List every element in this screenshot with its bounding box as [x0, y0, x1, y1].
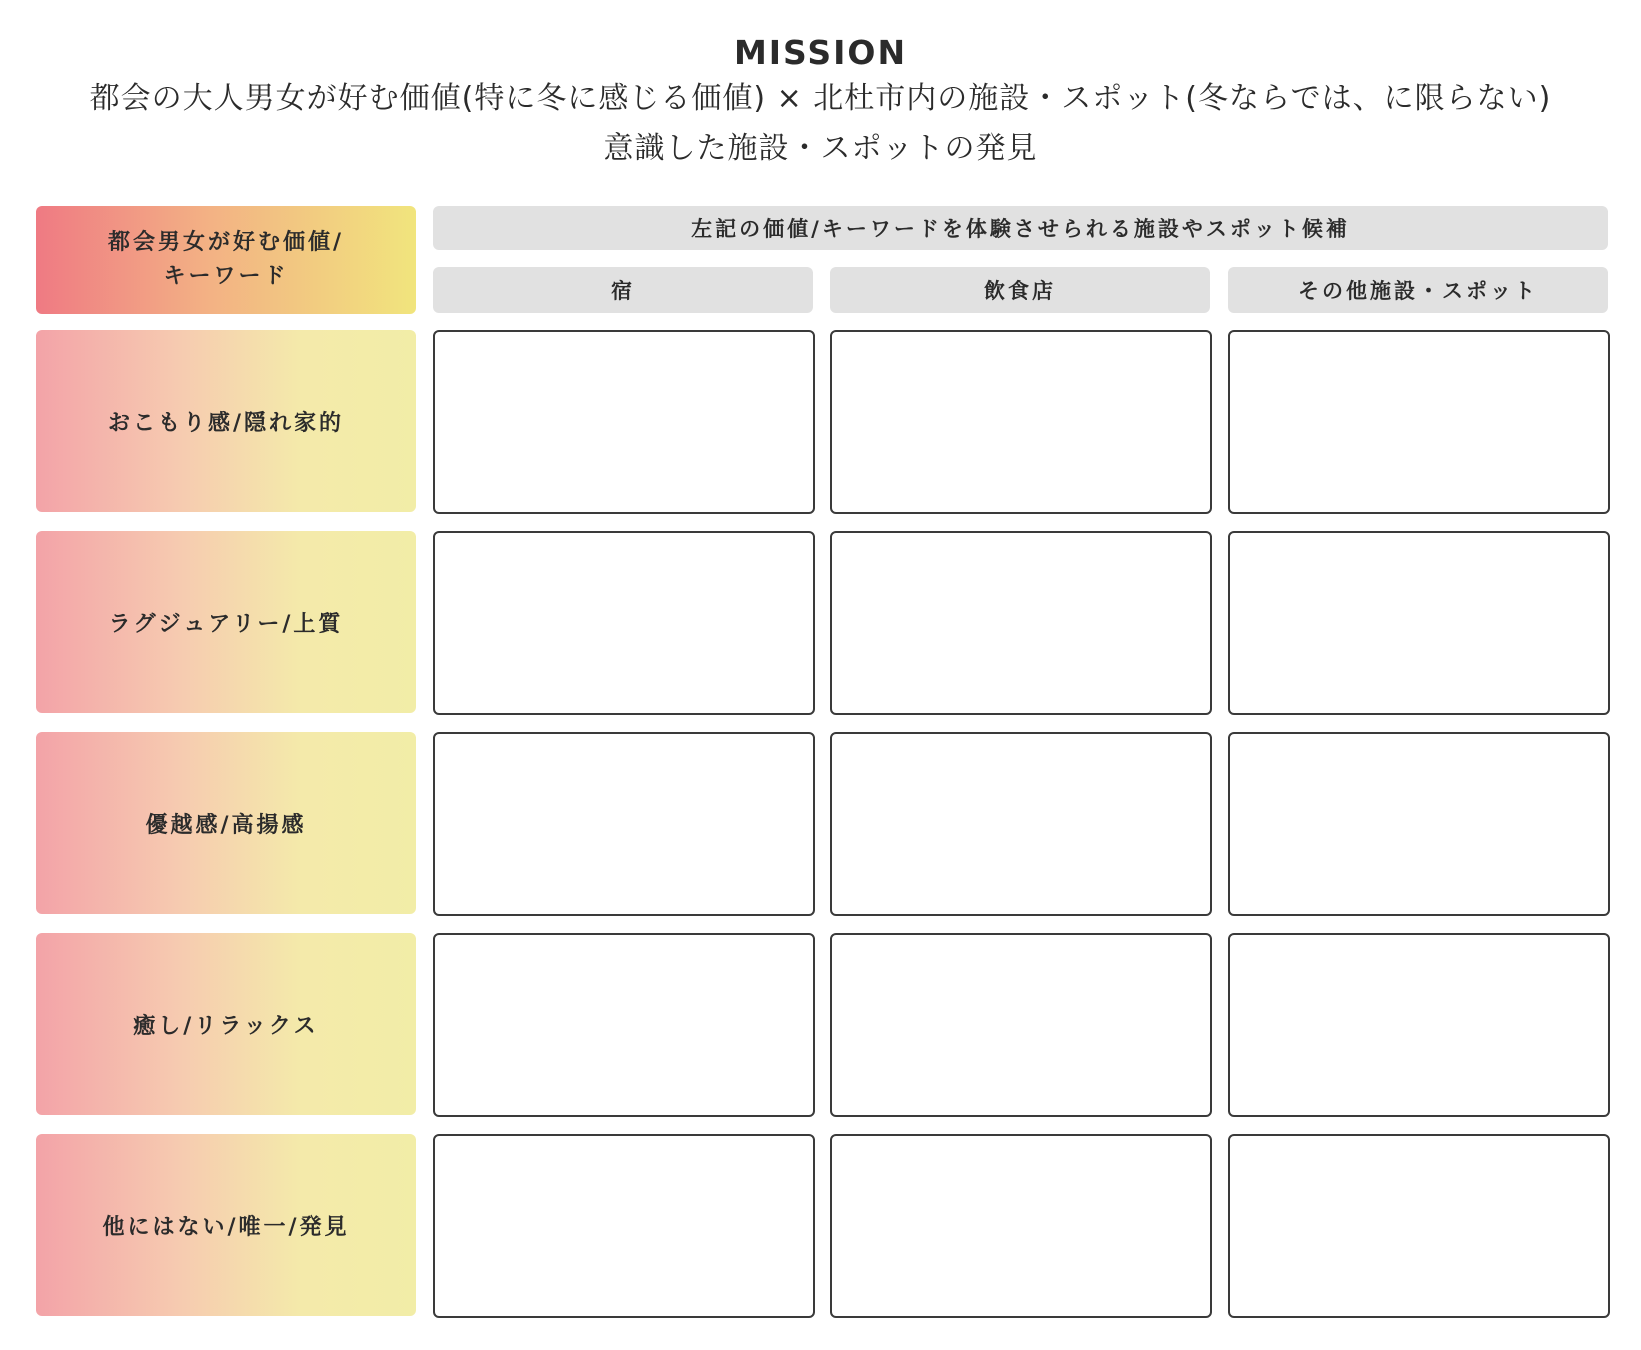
input-cell-hideaway-restaurant[interactable]	[830, 330, 1212, 514]
input-cell-luxury-lodging[interactable]	[433, 531, 815, 715]
page-title: 都会の大人男女が好む価値(特に冬に感じる価値) × 北杜市内の施設・スポット(冬ならでは、に限らない)	[89, 81, 1552, 116]
input-cell-superiority-other[interactable]	[1228, 732, 1610, 916]
row-label-superiority: 優越感/高揚感	[36, 732, 416, 914]
input-cell-superiority-lodging[interactable]	[433, 732, 815, 916]
input-cell-superiority-restaurant[interactable]	[830, 732, 1212, 916]
column-header-lodging: 宿	[433, 267, 813, 313]
input-cell-unique-restaurant[interactable]	[830, 1134, 1212, 1318]
column-header-other-spots: その他施設・スポット	[1228, 267, 1608, 313]
input-cell-relaxation-restaurant[interactable]	[830, 933, 1212, 1117]
input-cell-relaxation-lodging[interactable]	[433, 933, 815, 1117]
input-cell-hideaway-lodging[interactable]	[433, 330, 815, 514]
row-label-unique: 他にはない/唯一/発見	[36, 1134, 416, 1316]
input-cell-relaxation-other[interactable]	[1228, 933, 1610, 1117]
candidate-spots-header: 左記の価値/キーワードを体験させられる施設やスポット候補	[433, 206, 1608, 250]
page-subtitle: 意識した施設・スポットの発見	[603, 131, 1038, 166]
input-cell-unique-other[interactable]	[1228, 1134, 1610, 1318]
row-label-luxury: ラグジュアリー/上質	[36, 531, 416, 713]
values-keyword-header-line1: 都会男女が好む価値/	[107, 230, 345, 255]
row-label-hideaway: おこもり感/隠れ家的	[36, 330, 416, 512]
values-keyword-header-line2: キーワード	[163, 264, 289, 289]
input-cell-luxury-restaurant[interactable]	[830, 531, 1212, 715]
input-cell-luxury-other[interactable]	[1228, 531, 1610, 715]
input-cell-unique-lodging[interactable]	[433, 1134, 815, 1318]
input-cell-hideaway-other[interactable]	[1228, 330, 1610, 514]
column-header-restaurant: 飲食店	[830, 267, 1210, 313]
row-label-relaxation: 癒し/リラックス	[36, 933, 416, 1115]
page-header	[0, 32, 1641, 174]
values-keyword-header	[36, 206, 416, 314]
mission-label: MISSION	[733, 33, 908, 72]
